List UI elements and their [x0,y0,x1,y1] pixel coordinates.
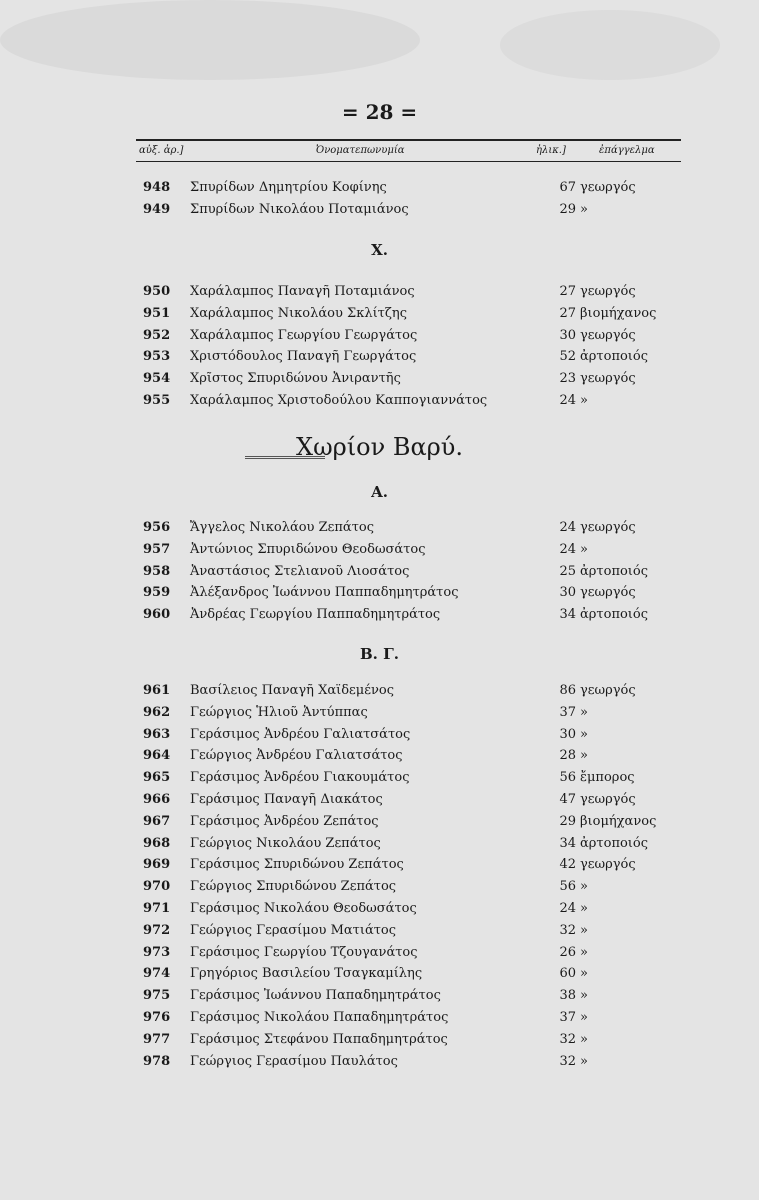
entry-number: 949 [143,201,171,217]
entry-age: 30 [559,585,576,601]
paper-stain [500,10,720,80]
entry-number: 954 [143,371,171,387]
entry-age: 23 [559,371,576,387]
entry-number: 953 [143,349,171,365]
entry-age: 34 [559,607,576,623]
entry-age: 27 [559,305,576,321]
entry-name: Βασίλειος Παναγῆ Χαϊδεμένος [190,683,394,698]
entry-occupation: » [580,988,588,1004]
table-row [140,1051,685,1072]
table-header [136,139,681,162]
entry-occupation: ἀρτοποιός [580,835,649,851]
entry-age: 30 [559,726,576,742]
entry-age: 56 [559,770,576,786]
entry-name: Χαράλαμπος Χριστοδούλου Καππογιαννάτος [190,393,488,408]
entry-name: Γεράσιμος Νικολάου Παπαδημητράτος [190,1010,449,1025]
entry-occupation: » [580,1010,588,1025]
entry-number: 957 [143,541,171,557]
entry-name: Σπυρίδων Νικολάου Ποταμιάνος [190,201,409,217]
entry-age: 29 [559,813,576,829]
entry-occupation: γεωργός [580,284,636,299]
table-row [140,833,685,854]
entry-age: 24 [559,520,576,535]
entry-occupation: » [580,966,588,982]
entry-name: Σπυρίδων Δημητρίου Κοφίνης [190,180,387,195]
entry-number: 967 [143,813,171,829]
entry-name: Γεράσιμος Παναγῆ Διακάτος [190,792,383,807]
page-number: = 28 = [341,100,418,124]
section-heading-a: Α. [371,483,388,501]
entry-number: 968 [143,835,171,851]
entry-name: Γεράσιμος Ἀνδρέου Γιακουμάτος [190,770,410,786]
entry-occupation: γεωργός [580,792,636,807]
table-row [140,199,685,220]
entry-number: 970 [143,879,171,895]
entry-number: 963 [143,726,171,742]
entry-name: Γεώργιος Σπυριδώνου Ζεπάτος [190,879,397,895]
village-title: Χωρίον Βαρύ. [295,433,463,461]
table-row [140,281,685,302]
table-row [140,517,685,538]
entry-name: Ἀντώνιος Σπυριδώνου Θεοδωσάτος [190,541,426,557]
entry-name: Γεώργιος Γερασίμου Ματιάτος [190,922,397,938]
entry-name: Γεράσιμος Ἰωάννου Παπαδημητράτος [190,988,441,1004]
entry-number: 960 [143,607,171,623]
entry-number: 972 [143,922,171,938]
entry-name: Γεράσιμος Ἀνδρέου Ζεπάτος [190,813,379,829]
entry-name: Ἄγγελος Νικολάου Ζεπάτος [190,520,374,535]
entry-age: 67 [559,180,576,195]
entry-age: 24 [559,393,576,408]
entry-name: Γεώργιος Γερασίμου Παυλάτος [190,1053,398,1069]
entry-name: Χαράλαμπος Παναγῆ Ποταμιάνος [190,284,415,299]
entry-name: Χαράλαμπος Νικολάου Σκλίτζης [190,305,407,321]
entry-name: Γεράσιμος Ἀνδρέου Γαλιατσάτος [190,726,411,742]
entry-number: 969 [143,857,171,873]
table-row [140,963,685,984]
entry-name: Γεώργιος Νικολάου Ζεπάτος [190,835,381,851]
entry-age: 27 [559,284,576,299]
entry-number: 974 [143,966,171,982]
entry-number: 958 [143,563,171,579]
entry-number: 961 [143,683,171,698]
entry-occupation: » [580,541,588,557]
entry-number: 950 [143,284,171,299]
entry-number: 978 [143,1053,171,1069]
entry-occupation: ἔμπορος [580,770,635,786]
table-row [140,582,685,603]
entry-occupation: » [580,1053,588,1069]
entry-occupation: » [580,748,588,764]
table-row [140,767,685,788]
entry-name: Ἀνδρέας Γεωργίου Παππαδημητράτος [190,607,441,623]
entry-number: 959 [143,585,171,601]
entry-occupation: βιομήχανος [580,305,657,321]
entry-age: 42 [559,857,576,873]
entry-age: 26 [559,944,576,960]
entry-occupation: » [580,944,588,960]
entry-occupation: » [580,201,588,217]
entry-number: 956 [143,520,171,535]
table-row [140,876,685,897]
entry-age: 24 [559,541,576,557]
entry-occupation: γεωργός [580,180,636,195]
table-row [140,724,685,745]
header-occupation: ἐπάγγελμα [599,145,655,156]
entry-occupation: » [580,879,588,895]
table-row [140,177,685,198]
entry-occupation: » [580,393,588,408]
entry-age: 28 [559,748,576,764]
entry-occupation: ἀρτοποιός [580,563,649,579]
table-row [140,680,685,701]
entry-occupation: » [580,901,588,916]
entry-name: Γεράσιμος Στεφάνου Παπαδημητράτος [190,1031,448,1047]
entry-occupation: ἀρτοποιός [580,349,649,365]
table-row [140,325,685,346]
section-heading-x: X. [371,241,388,259]
entry-occupation: γεωργός [580,327,636,343]
entry-name: Γρηγόριος Βασιλείου Τσαγκαμίλης [190,966,423,982]
entry-name: Γεράσιμος Γεωργίου Τζουγανάτος [190,944,418,960]
entry-age: 38 [559,988,576,1004]
table-row [140,368,685,389]
entry-age: 32 [559,1031,576,1047]
entry-age: 32 [559,922,576,938]
entry-name: Γεράσιμος Νικολάου Θεοδωσάτος [190,901,417,916]
entry-name: Ἀναστάσιος Στελιανοῦ Λιοσάτος [190,563,410,579]
entry-age: 52 [559,349,576,365]
table-row [140,1029,685,1050]
entry-occupation: » [580,922,588,938]
table-row [140,898,685,919]
entry-occupation: γεωργός [580,585,636,601]
entry-age: 24 [559,901,576,916]
entry-occupation: γεωργός [580,371,636,387]
entry-age: 47 [559,792,576,807]
entry-occupation: » [580,1031,588,1047]
entry-number: 962 [143,704,171,720]
entry-occupation: γεωργός [580,520,636,535]
table-row [140,539,685,560]
entry-occupation: ἀρτοποιός [580,607,649,623]
entry-number: 964 [143,748,171,764]
table-row [140,346,685,367]
entry-number: 971 [143,901,171,916]
section-heading-bg: Β. Γ. [360,645,399,663]
table-row [140,985,685,1006]
table-row [140,702,685,723]
table-row [140,604,685,625]
entry-occupation: » [580,726,588,742]
entry-age: 34 [559,835,576,851]
entry-name: Γεώργιος Ἡλιοῦ Ἀντύππας [190,704,368,720]
header-age: ἡλικ.] [536,145,566,156]
entry-number: 975 [143,988,171,1004]
entry-age: 60 [559,966,576,982]
entry-age: 25 [559,563,576,579]
entry-age: 56 [559,879,576,895]
table-row [140,1007,685,1028]
entry-age: 30 [559,327,576,343]
entry-age: 37 [559,1010,576,1025]
entry-name: Γεράσιμος Σπυριδώνου Ζεπάτος [190,857,404,873]
entry-number: 976 [143,1010,171,1025]
entry-age: 86 [559,683,576,698]
entry-occupation: » [580,704,588,720]
paper-stain [0,0,420,80]
header-number: αὐξ. ἀρ.] [139,145,184,156]
entry-number: 955 [143,393,171,408]
table-row [140,303,685,324]
entry-occupation: γεωργός [580,857,636,873]
table-row [140,745,685,766]
entry-number: 948 [143,180,171,195]
table-row [140,942,685,963]
entry-number: 977 [143,1031,171,1047]
table-row [140,789,685,810]
entry-number: 951 [143,305,171,321]
entry-age: 37 [559,704,576,720]
table-row [140,854,685,875]
table-row [140,920,685,941]
entry-name: Ἀλέξανδρος Ἰωάννου Παππαδημητράτος [190,585,459,601]
table-row [140,811,685,832]
table-row [140,390,685,411]
entry-occupation: βιομήχανος [580,813,657,829]
header-name: Ὀνοματεπωνυμία [316,145,405,156]
table-row [140,561,685,582]
entry-number: 973 [143,944,171,960]
entry-number: 965 [143,770,171,786]
entry-number: 966 [143,792,171,807]
entry-name: Χαράλαμπος Γεωργίου Γεωργάτος [190,327,418,343]
entry-name: Χρῖστος Σπυριδώνου Ἀνιραντῆς [190,371,401,387]
entry-age: 32 [559,1053,576,1069]
entry-name: Γεώργιος Ἀνδρέου Γαλιατσάτος [190,748,403,764]
entry-name: Χριστόδουλος Παναγῆ Γεωργάτος [190,349,417,365]
entry-occupation: γεωργός [580,683,636,698]
entry-number: 952 [143,327,171,343]
entry-age: 29 [559,201,576,217]
